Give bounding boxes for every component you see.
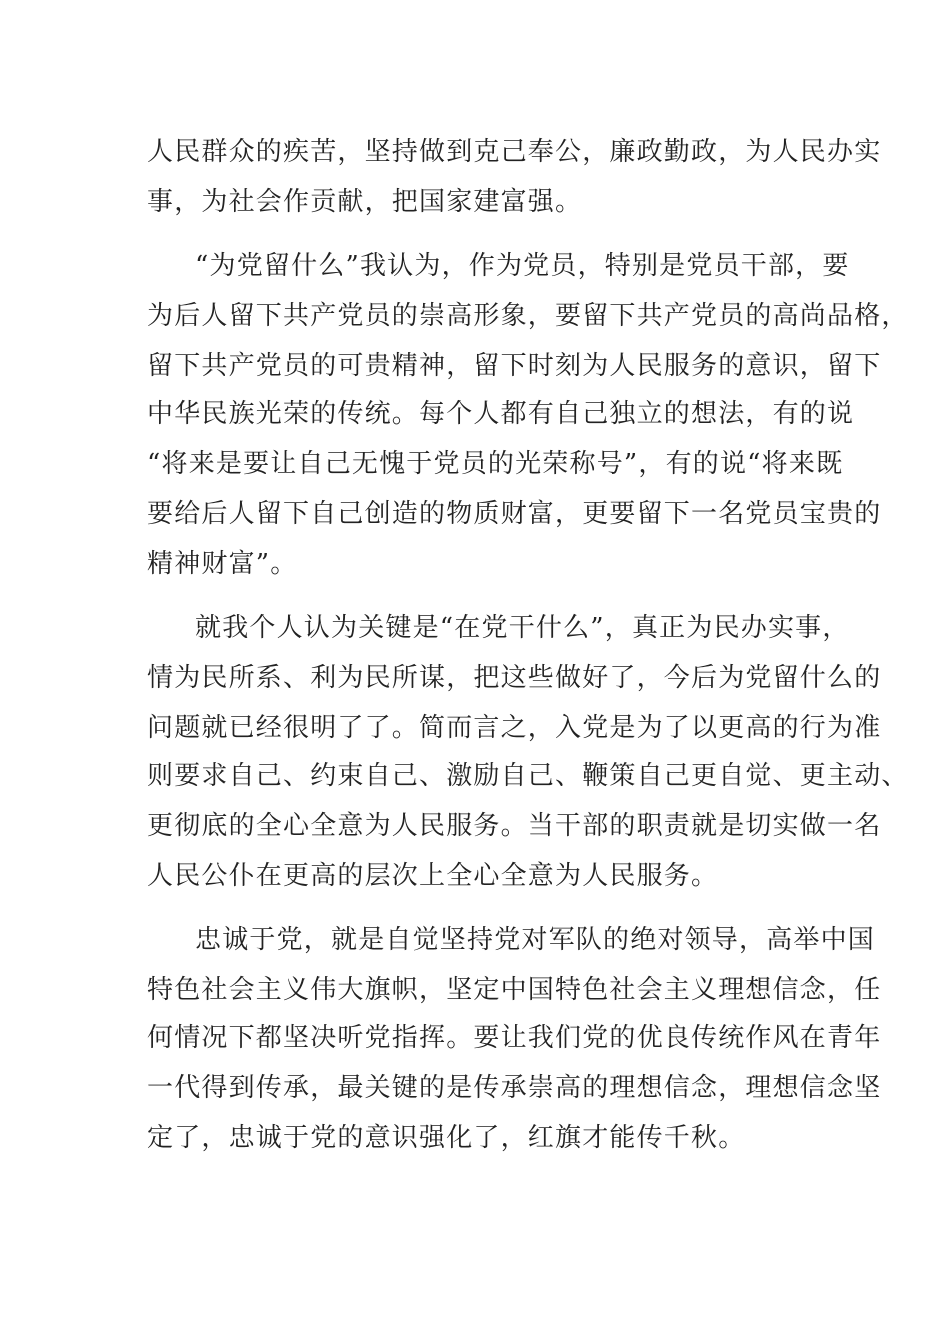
paragraph-1-line-1: 人民群众的疾苦，坚持做到克己奉公，廉政勤政，为人民办实 [147,137,882,167]
paragraph-3-line-5: 更彻底的全心全意为人民服务。当干部的职责就是切实做一名 [147,811,882,841]
paragraph-3-line-1: 就我个人认为关键是“在党干什么”，真正为民办实事， [195,613,850,643]
paragraph-2-line-5: “将来是要让自己无愧于党员的光荣称号”，有的说“将来既 [147,449,844,479]
paragraph-2-line-7: 精神财富”。 [147,549,298,579]
paragraph-4-line-2: 特色社会主义伟大旗帜，坚定中国特色社会主义理想信念，任 [147,975,882,1005]
paragraph-1-line-2: 事，为社会作贡献，把国家建富强。 [147,187,583,217]
paragraph-4-line-3: 何情况下都坚决听党指挥。要让我们党的优良传统作风在青年 [147,1023,882,1053]
paragraph-2-line-2: 为后人留下共产党员的崇高形象，要留下共产党员的高尚品格， [147,301,909,331]
paragraph-2-line-4: 中华民族光荣的传统。每个人都有自己独立的想法，有的说 [147,399,855,429]
paragraph-2-line-3: 留下共产党员的可贵精神，留下时刻为人民服务的意识，留下 [147,351,882,381]
paragraph-3-line-4: 则要求自己、约束自己、激励自己、鞭策自己更自觉、更主动、 [147,761,909,791]
paragraph-2-line-1: “为党留什么”我认为，作为党员，特别是党员干部，要 [195,251,850,281]
paragraph-4-line-4: 一代得到传承，最关键的是传承崇高的理想信念，理想信念坚 [147,1073,882,1103]
paragraph-2-line-6: 要给后人留下自己创造的物质财富，更要留下一名党员宝贵的 [147,499,882,529]
paragraph-3-line-2: 情为民所系、利为民所谋，把这些做好了，今后为党留什么的 [147,663,882,693]
paragraph-3-line-3: 问题就已经很明了了。简而言之，入党是为了以更高的行为准 [147,713,882,743]
paragraph-3-line-6: 人民公仆在更高的层次上全心全意为人民服务。 [147,861,719,891]
paragraph-4-line-5: 定了，忠诚于党的意识强化了，红旗才能传千秋。 [147,1123,746,1153]
paragraph-4-line-1: 忠诚于党，就是自觉坚持党对军队的绝对领导，高举中国 [195,925,876,955]
